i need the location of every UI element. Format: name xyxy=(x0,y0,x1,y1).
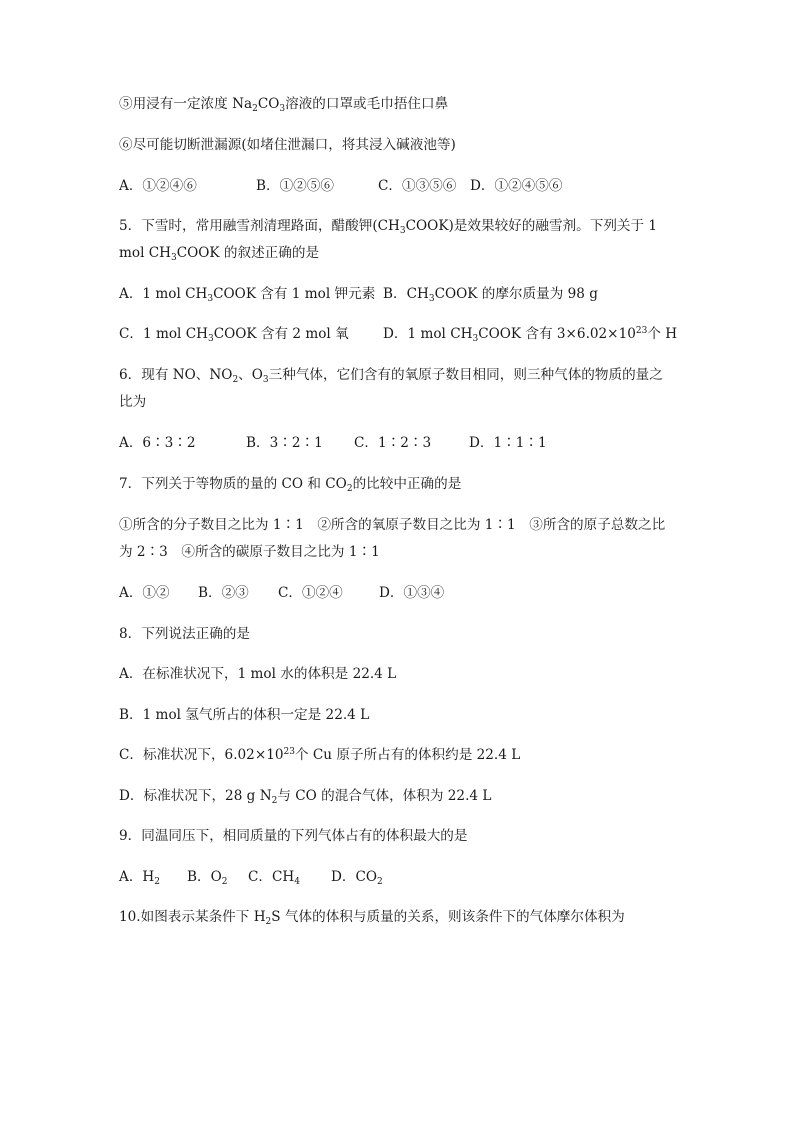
q8-option-b: B．1 mol 氢气所占的体积一定是 22.4 L xyxy=(119,707,370,723)
option-c xyxy=(248,867,331,887)
text: D．标准状况下，28 g N xyxy=(119,788,272,804)
subscript: 3 xyxy=(399,226,406,236)
subscript: 2 xyxy=(265,917,272,927)
text: C．1 mol CH xyxy=(119,326,208,342)
text: mol CH xyxy=(119,245,171,261)
question-9: 9．同温同压下，相同质量的下列气体占有的体积最大的是 xyxy=(119,828,468,844)
option-b xyxy=(383,284,598,304)
option-d: D．1∶1∶1 xyxy=(469,435,547,451)
line-item-6: ⑥尽可能切断泄漏源(如堵住泄漏口，将其浸入碱液池等) xyxy=(119,137,456,153)
option-d: D．①②④⑤⑥ xyxy=(470,178,563,194)
text: B．O xyxy=(187,869,222,885)
question-7 xyxy=(119,474,684,494)
q8-option-c xyxy=(119,745,684,765)
q8-option-d xyxy=(119,786,684,806)
subscript: 2 xyxy=(346,484,353,494)
text: C．CH xyxy=(248,869,295,885)
subscript: 2 xyxy=(377,877,383,887)
line-item-5 xyxy=(119,94,684,114)
text: B．CH xyxy=(383,286,429,302)
text: A．1 mol CH xyxy=(119,286,208,302)
subscript: 3 xyxy=(472,334,479,344)
text: A．H xyxy=(119,869,155,885)
option-c: C．①③⑤⑥ xyxy=(378,178,457,194)
option-a: A．6∶3∶2 xyxy=(119,435,196,451)
text: D．CO xyxy=(331,869,378,885)
text: 三种气体，它们含有的氧原子数目相同，则三种气体的物质的量之 xyxy=(268,367,663,383)
text: 7．下列关于等物质的量的 CO 和 CO xyxy=(119,476,347,492)
text: 与 CO 的混合气体，体积为 22.4 L xyxy=(277,788,492,804)
q5-options-row-2 xyxy=(119,324,684,344)
option-c: C．①②④ xyxy=(278,585,343,601)
superscript: 23 xyxy=(283,747,295,757)
text: 、O xyxy=(238,367,263,383)
text: COOK 的叙述正确的是 xyxy=(176,245,320,261)
superscript: 23 xyxy=(635,326,648,336)
q4-options xyxy=(119,176,684,196)
option-d xyxy=(383,324,677,344)
text: 个 H xyxy=(647,326,678,342)
subscript: 3 xyxy=(428,294,435,304)
text: C．标准状况下，6.02×10 xyxy=(119,747,284,763)
question-5-line-2 xyxy=(119,243,684,263)
option-b: B．3∶2∶1 xyxy=(246,435,323,451)
text: S 气体的体积与质量的关系，则该条件下的气体摩尔体积为 xyxy=(271,909,625,925)
option-b: B．①②⑤⑥ xyxy=(256,178,334,194)
text: 的比较中正确的是 xyxy=(352,476,462,492)
subscript: 4 xyxy=(294,877,300,887)
option-b: B．②③ xyxy=(198,585,249,601)
text: ⑤用浸有一定浓度 Na xyxy=(119,96,253,112)
option-a xyxy=(119,867,187,887)
q8-option-a: A．在标准状况下，1 mol 水的体积是 22.4 L xyxy=(119,666,397,682)
text: 6．现有 NO、NO xyxy=(119,367,233,383)
subscript: 3 xyxy=(279,104,286,114)
question-5-line-1 xyxy=(119,216,684,236)
text: COOK)是效果较好的融雪剂。下列关于 1 xyxy=(405,218,658,234)
text: COOK 含有 1 mol 钾元素 xyxy=(213,286,376,302)
question-6-line-1 xyxy=(119,365,684,385)
subscript: 2 xyxy=(271,796,278,806)
subscript: 3 xyxy=(207,334,214,344)
question-6-line-2: 比为 xyxy=(119,394,147,410)
question-7-statements-1: ①所含的分子数目之比为 1∶1 ②所含的氧原子数目之比为 1∶1 ③所含的原子总数之比 xyxy=(119,517,666,533)
subscript: 3 xyxy=(171,253,177,263)
text: COOK 含有 3×6.02×10 xyxy=(478,326,636,342)
question-10 xyxy=(119,907,684,927)
text: 溶液的口罩或毛巾捂住口鼻 xyxy=(285,96,449,112)
question-8: 8．下列说法正确的是 xyxy=(119,626,250,642)
subscript: 2 xyxy=(252,104,258,114)
option-b xyxy=(187,867,248,887)
subscript: 3 xyxy=(262,375,269,385)
option-d xyxy=(331,867,383,887)
subscript: 2 xyxy=(232,375,239,385)
text: 10.如图表示某条件下 H xyxy=(119,909,266,925)
q7-options xyxy=(119,583,684,603)
text: COOK 的摩尔质量为 98 g xyxy=(434,286,598,302)
subscript: 2 xyxy=(221,877,228,887)
text: COOK 含有 2 mol 氧 xyxy=(213,326,349,342)
q5-options-row-1 xyxy=(119,284,684,304)
q6-options xyxy=(119,433,684,453)
text: CO xyxy=(257,96,280,112)
text: D．1 mol CH xyxy=(383,326,473,342)
option-d: D．①③④ xyxy=(379,585,445,601)
text: 个 Cu 原子所占有的体积约是 22.4 L xyxy=(294,747,521,763)
option-c xyxy=(119,324,383,344)
option-a xyxy=(119,284,383,304)
text: 5．下雪时，常用融雪剂清理路面，醋酸钾(CH xyxy=(119,218,400,234)
subscript: 3 xyxy=(207,294,214,304)
question-7-statements-2: 为 2∶3 ④所含的碳原子数目之比为 1∶1 xyxy=(119,544,380,560)
option-a: A．①② xyxy=(119,585,170,601)
option-c: C．1∶2∶3 xyxy=(354,435,432,451)
option-a: A．①②④⑥ xyxy=(119,178,197,194)
subscript: 2 xyxy=(154,877,160,887)
q9-options xyxy=(119,867,684,887)
